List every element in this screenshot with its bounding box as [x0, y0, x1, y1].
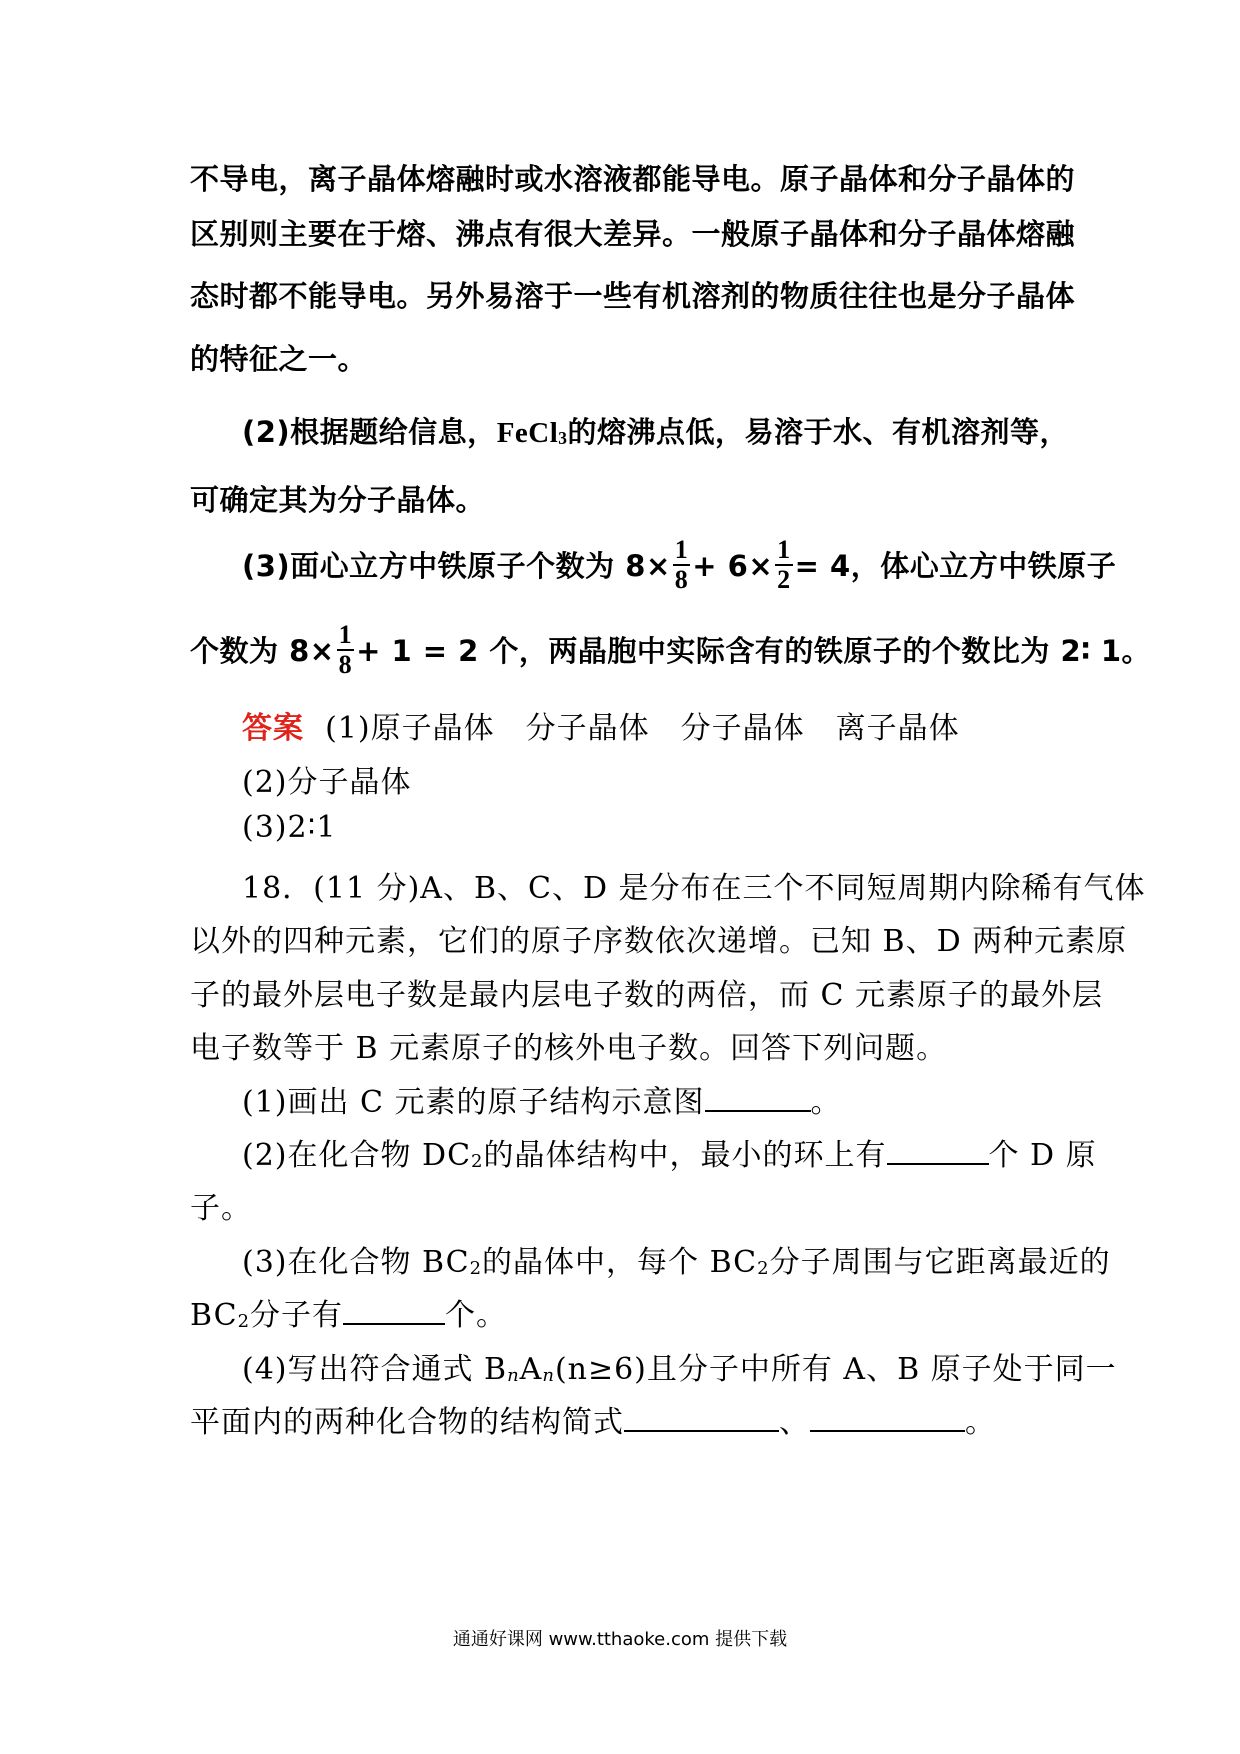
sub4-text-a: (4)写出符合通式 B: [242, 1352, 508, 1387]
answer-blank[interactable]: [624, 1410, 779, 1432]
question18-sub3: [242, 1237, 1110, 1281]
sub4-line2-text-a: 平面内的两种化合物的结构简式: [190, 1405, 624, 1440]
explanation-line-2: 区别则主要在于熔、沸点有很大差异。一般原子晶体和分子晶体熔融: [190, 217, 1076, 251]
part3-text-b: + 6×: [692, 549, 774, 583]
fraction-numerator: 1: [674, 535, 689, 564]
explanation-line-1: 不导电，离子晶体熔融时或水溶液都能导电。原子晶体和分子晶体的: [190, 162, 1076, 196]
sub3-line2-text-b: 分子有: [250, 1298, 344, 1333]
sub2-text-c: 个 D 原: [988, 1138, 1097, 1173]
sub2-text-a: (2)在化合物 DC: [242, 1138, 472, 1173]
fraction-1-8-second: [337, 622, 355, 678]
subscript: n: [507, 1365, 520, 1386]
question18-line-2: 以外的四种元素，它们的原子序数依次递增。已知 B、D 两种元素原: [190, 924, 1128, 959]
fraction-denominator: 2: [777, 565, 791, 594]
sub3-text-b: 的晶体中，每个 BC: [482, 1245, 758, 1280]
part3-text-c: = 4，体心立方中铁原子: [794, 549, 1117, 583]
explanation-part3-line-2: [190, 620, 1151, 681]
subscript: 2: [757, 1258, 770, 1279]
question18-line-3: 子的最外层电子数是最内层电子数的两倍，而 C 元素原子的最外层: [190, 978, 1104, 1013]
explanation-part2-line-1: [242, 410, 1110, 451]
formula-main: FeCl: [496, 417, 559, 449]
question18-sub1: [242, 1077, 1110, 1121]
answer-label: 答案: [242, 711, 304, 746]
answer-blank[interactable]: [343, 1303, 445, 1325]
answer-line-2: (2)分子晶体: [242, 765, 412, 800]
sub4-line2-end: 。: [965, 1405, 996, 1440]
sub3-text-c: 分子周围与它距离最近的: [769, 1245, 1111, 1280]
part3-line2-text-a: 个数为 8×: [190, 634, 335, 668]
explanation-part2-line-2: 可确定其为分子晶体。: [190, 483, 486, 517]
fraction-denominator: 8: [338, 650, 353, 679]
page-footer: 通通好课网 www.tthaoke.com 提供下载: [452, 1629, 788, 1650]
answer-line-3: (3)2∶1: [242, 810, 337, 845]
fraction-1-8: [673, 537, 691, 593]
question18-sub2: [242, 1130, 1110, 1174]
fecl3-formula: [497, 417, 568, 449]
fraction-1-2: [775, 537, 793, 593]
question18-line-4: 电子数等于 B 元素原子的核外电子数。回答下列问题。: [190, 1031, 948, 1066]
part2-text-a: (2)根据题给信息，: [242, 415, 497, 449]
subscript: 2: [237, 1311, 251, 1332]
sub3-line2-text-c: 个。: [445, 1298, 508, 1333]
answer-line-1: [242, 703, 1110, 747]
answer-blank[interactable]: [810, 1410, 965, 1432]
subscript: n: [542, 1365, 555, 1386]
sub3-line2-text-a: BC: [190, 1298, 238, 1333]
formula-subscript: 3: [558, 428, 568, 448]
answer-blank[interactable]: [705, 1090, 811, 1112]
question18-sub3-line-2: [190, 1290, 1058, 1334]
sub3-text-a: (3)在化合物 BC: [242, 1245, 470, 1280]
subscript: 2: [471, 1151, 484, 1172]
explanation-line-3: 态时都不能导电。另外易溶于一些有机溶剂的物质往往也是分子晶体: [190, 279, 1076, 313]
question18-line-1: 18．(11 分)A、B、C、D 是分布在三个不同短周期内除稀有气体: [242, 871, 1146, 906]
fraction-numerator: 1: [338, 620, 353, 649]
subscript: 2: [469, 1258, 483, 1279]
answer-blank[interactable]: [887, 1143, 989, 1165]
fraction-numerator: 1: [777, 535, 791, 564]
explanation-line-4: 的特征之一。: [190, 342, 368, 376]
sub4-text-b: A: [519, 1352, 543, 1387]
answer-part1: (1)原子晶体 分子晶体 分子晶体 离子晶体: [325, 711, 960, 746]
sub4-line2-separator: 、: [779, 1405, 810, 1440]
part3-text-a: (3)面心立方中铁原子个数为 8×: [242, 549, 671, 583]
part2-text-b: 的熔沸点低，易溶于水、有机溶剂等，: [567, 415, 1069, 449]
question18-sub2-line-2: 子。: [190, 1191, 252, 1226]
question18-sub4: [242, 1344, 1117, 1388]
sub1-end: 。: [810, 1085, 842, 1120]
part3-line2-text-b: + 1 = 2 个，两晶胞中实际含有的铁原子的个数比为 2∶ 1。: [356, 634, 1151, 668]
question18-sub4-line-2: [190, 1397, 1058, 1441]
sub2-text-b: 的晶体结构中，最小的环上有: [483, 1138, 887, 1173]
sub1-text: (1)画出 C 元素的原子结构示意图: [242, 1085, 705, 1120]
explanation-part3-line-1: [242, 535, 1117, 596]
fraction-denominator: 8: [674, 565, 689, 594]
sub4-text-c: (n≥6)且分子中所有 A、B 原子处于同一: [554, 1352, 1117, 1387]
